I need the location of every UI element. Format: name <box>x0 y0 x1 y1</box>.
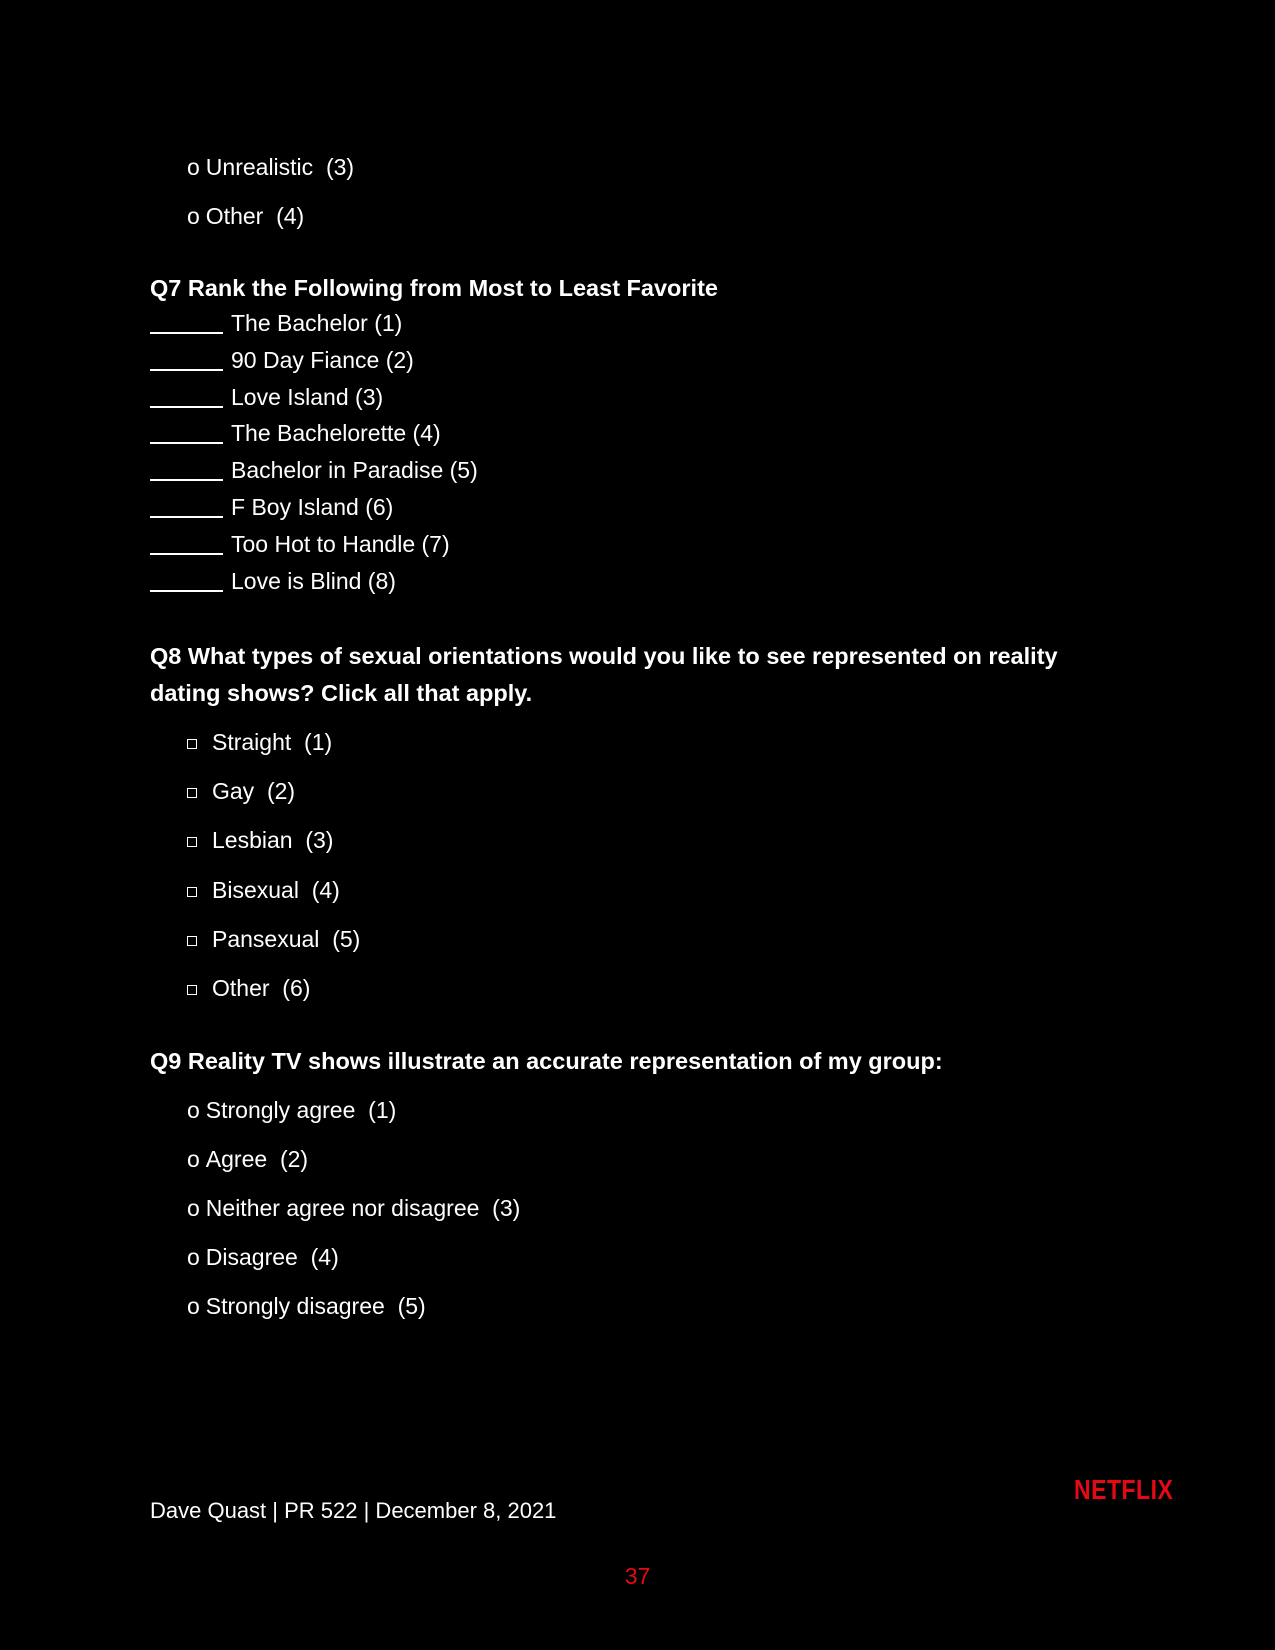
radio-option[interactable] <box>187 1294 520 1343</box>
option-label: Agree (2) <box>205 1146 309 1172</box>
radio-option[interactable] <box>187 1196 520 1245</box>
checkbox-option[interactable] <box>187 927 360 976</box>
option-label: Pansexual (5) <box>212 925 361 952</box>
rank-item-label: Love Island (3) <box>231 383 384 410</box>
checkbox-option[interactable] <box>187 878 360 927</box>
radio-icon: o <box>187 203 200 229</box>
option-label: Other (6) <box>212 974 311 1001</box>
rank-blank-input[interactable] <box>150 418 223 444</box>
rank-item-label: The Bachelor (1) <box>231 310 403 336</box>
option-label: Gay (2) <box>212 778 296 805</box>
rank-item <box>150 529 478 566</box>
option-label: Strongly disagree (5) <box>205 1293 426 1319</box>
rank-item <box>150 382 478 419</box>
checkbox-icon[interactable] <box>187 887 197 897</box>
radio-option[interactable] <box>187 1098 520 1147</box>
rank-item-label: Too Hot to Handle (7) <box>231 530 450 557</box>
checkbox-option[interactable] <box>187 730 360 779</box>
option-label: Strongly agree (1) <box>205 1097 397 1123</box>
option-label: Other (4) <box>205 203 305 229</box>
page-number: 37 <box>624 1563 651 1589</box>
radio-icon: o <box>187 1293 200 1319</box>
rank-item-label: Love is Blind (8) <box>231 567 396 594</box>
rank-item <box>150 345 478 382</box>
q6-options <box>187 155 354 253</box>
radio-icon: o <box>187 1244 200 1270</box>
radio-icon: o <box>187 154 200 180</box>
radio-icon: o <box>187 1097 200 1123</box>
rank-item <box>150 455 478 492</box>
checkbox-option[interactable] <box>187 779 360 828</box>
option-label: Disagree (4) <box>205 1244 339 1270</box>
rank-blank-input[interactable] <box>150 492 223 518</box>
q7-title: Q7 Rank the Following from Most to Least Favorite <box>150 275 718 301</box>
checkbox-icon[interactable] <box>187 837 197 847</box>
rank-item <box>150 308 478 345</box>
radio-icon: o <box>187 1146 200 1172</box>
rank-item <box>150 566 478 603</box>
q8-title: Q8 What types of sexual orientations would you like to see represented on reality dating shows? Click all that apply. <box>150 643 1058 706</box>
rank-item-label: 90 Day Fiance (2) <box>231 346 414 373</box>
rank-blank-input[interactable] <box>150 455 223 481</box>
option-label: Straight (1) <box>212 729 333 755</box>
rank-blank-input[interactable] <box>150 529 223 555</box>
rank-item <box>150 492 478 529</box>
q9-title: Q9 Reality TV shows illustrate an accurate representation of my group: <box>150 1048 943 1074</box>
radio-icon: o <box>187 1195 200 1221</box>
option-label: Bisexual (4) <box>212 876 340 903</box>
checkbox-icon[interactable] <box>187 936 197 946</box>
rank-blank-input[interactable] <box>150 345 223 371</box>
rank-item-label: The Bachelorette (4) <box>231 420 441 447</box>
footer-author-line: Dave Quast | PR 522 | December 8, 2021 <box>150 1498 557 1523</box>
rank-item <box>150 418 478 455</box>
rank-item-label: F Boy Island (6) <box>231 493 394 520</box>
rank-blank-input[interactable] <box>150 308 223 334</box>
checkbox-icon[interactable] <box>187 788 197 798</box>
checkbox-icon[interactable] <box>187 739 197 749</box>
option-label: Neither agree nor disagree (3) <box>205 1195 521 1221</box>
rank-blank-input[interactable] <box>150 566 223 592</box>
q8-options <box>187 730 360 1025</box>
rank-item-label: Bachelor in Paradise (5) <box>231 457 478 484</box>
option-label: Unrealistic (3) <box>205 154 355 180</box>
rank-blank-input[interactable] <box>150 382 223 408</box>
q7-rank-list <box>150 308 478 602</box>
radio-option[interactable] <box>187 204 354 253</box>
radio-option[interactable] <box>187 155 354 204</box>
checkbox-option[interactable] <box>187 828 360 877</box>
q9-options <box>187 1098 520 1343</box>
checkbox-option[interactable] <box>187 976 360 1025</box>
checkbox-icon[interactable] <box>187 985 197 995</box>
radio-option[interactable] <box>187 1147 520 1196</box>
netflix-logo: NETFLIX <box>1074 1474 1174 1506</box>
option-label: Lesbian (3) <box>212 827 334 854</box>
radio-option[interactable] <box>187 1245 520 1294</box>
